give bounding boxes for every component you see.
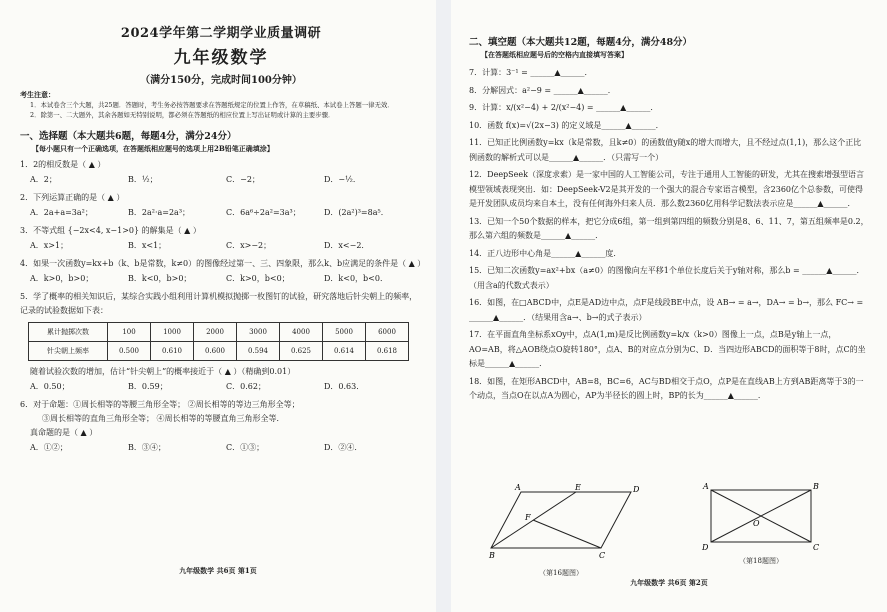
option: D．(2a²)³=8a⁵． [324, 208, 389, 217]
question-4 [20, 257, 426, 286]
option: B．2a²·a=2a³； [128, 208, 191, 217]
table-cell: 0.618 [366, 342, 409, 361]
notice-item: 2．除第一、二大题外，其余各题如无特别说明，都必须在答题纸的相应位置上写出证明或计算的主要步骤． [30, 111, 335, 119]
option: C．k>0，b<0； [226, 274, 290, 283]
table-header-cell: 累计抛掷次数 [29, 323, 108, 342]
figure-caption: （第18题图） [739, 557, 783, 565]
option: B．k<0，b>0； [128, 274, 192, 283]
table-cell: 1000 [151, 323, 194, 342]
options-row [30, 205, 422, 220]
options-row [30, 238, 422, 253]
table-cell: 100 [108, 323, 151, 342]
table-cell: 3000 [237, 323, 280, 342]
question-ask: 真命题的是（ ▲ ） [30, 428, 98, 437]
question-18: 18．如图，在矩形ABCD中，AB=8，BC=6，AC与BD相交于点O，点P是在直线AB上方到AB距离等于3的一个动点，当点O在以点A为圆心，AP为半径长的圆上时，BP的长为______▲______． [469, 376, 864, 400]
option: C．0.62； [226, 382, 266, 391]
option: C．6a⁶÷2a²=3a³； [226, 208, 301, 217]
question-6 [20, 398, 422, 455]
svg-text:O: O [753, 519, 760, 528]
figure-16 [489, 483, 671, 577]
options-row [30, 379, 422, 394]
question-ask: 随着试验次数的增加，估计“针尖朝上”的概率接近于（ ▲ ）（精确到0.01） [30, 367, 296, 376]
option: D．−½． [324, 175, 361, 184]
question-8: 8．分解因式：a²−9 = ______▲______． [469, 85, 616, 95]
question-stem: 3．不等式组 {−2x<4, x−1>0} 的解集是（ ▲ ） [20, 226, 201, 235]
option: A．2； [30, 175, 57, 184]
svg-text:D: D [702, 543, 709, 552]
question-17: 17．在平面直角坐标系xOy中，点A(1,m)是反比例函数y=k/x（k>0）图像上一点，点B是y轴上一点，AO=AB，将△AOB绕点O旋转180°，点A、B的对应点分别为C、D．当四边形ABCD的面积等于8时，点C的坐标是______▲______． [469, 330, 866, 368]
option: D．②④． [324, 443, 363, 452]
notice-heading: 考生注意： [20, 90, 55, 99]
question-1 [20, 158, 422, 187]
table-cell: 0.614 [323, 342, 366, 361]
notice-block [20, 90, 422, 120]
exam-page-1 [0, 0, 436, 612]
section-note: 【在答题纸相应题号后的空格内直接填写答案】 [481, 50, 628, 59]
option: D．k<0，b<0． [324, 274, 388, 283]
option: C．①③； [226, 443, 265, 452]
svg-text:D: D [633, 485, 640, 494]
svg-text:E: E [575, 483, 581, 492]
question-2 [20, 191, 422, 220]
section-note: 【每小题只有一个正确选项，在答题纸相应题号的选项上用2B铅笔正确填涂】 [32, 144, 274, 153]
rectangle-diagram [701, 482, 841, 552]
options-row [30, 271, 422, 286]
table-header-cell: 针尖朝上频率 [29, 342, 108, 361]
option: A．k>0，b>0； [30, 274, 94, 283]
option: A．x>1； [30, 241, 69, 250]
option: A．①②； [30, 443, 68, 452]
question-5 [20, 290, 422, 394]
question-12: 12．DeepSeek（深度求索）是一家中国的人工智能公司，专注于通用人工智能的研发，尤其在搜索增强型语言模型领域表现突出．如：DeepSeek-V2是其开发的一个强大的混合专家语言模型，含2360亿个总参数，可使得是开发团队成员均来自本土，没有任何海外归来人员．那么数2360亿用科学记数法表示应是______▲______． [469, 170, 864, 208]
figure-caption: （第16题图） [539, 569, 583, 577]
svg-text:C: C [813, 543, 820, 552]
table-cell: 5000 [323, 323, 366, 342]
table-cell: 4000 [280, 323, 323, 342]
table-cell: 0.625 [280, 342, 323, 361]
table-cell: 2000 [194, 323, 237, 342]
table-cell: 0.500 [108, 342, 151, 361]
question-stem: 5．学了概率的相关知识后，某综合实践小组利用计算机模拟抛掷一枚图钉的试验，研究落地后针尖朝上的频率，记录的试验数据如下表： [20, 292, 418, 315]
option: D．x<−2． [324, 241, 370, 250]
svg-text:C: C [599, 551, 606, 560]
options-row [30, 172, 422, 187]
table-cell: 6000 [366, 323, 409, 342]
page-subtitle: 九年级数学 [173, 48, 269, 68]
question-7: 7．计算：3⁻¹ = ______▲______． [469, 68, 593, 77]
question-11: 11．已知正比例函数y=kx（k是常数，且k≠0）的函数值y随x的增大而增大，且不经过点(1,1)，那么这个正比例函数的解析式可以是______▲______．（只需写一个） [469, 138, 862, 162]
svg-text:B: B [813, 482, 819, 491]
question-stem: 4．如果一次函数y=kx+b（k、b是常数，k≠0）的图像经过第一、三、四象限，那么k、b应满足的条件是（ ▲ ） [20, 259, 426, 268]
notice-item: 1．本试卷含三个大题，共25题．答题时，考生务必按答题要求在答题纸规定的位置上作答，在草稿纸、本试卷上答题一律无效． [30, 101, 394, 109]
option: A．2a+a=3a²； [30, 208, 93, 217]
figure-18 [701, 482, 841, 572]
frequency-table [28, 322, 409, 361]
option: B．x<1； [128, 241, 167, 250]
option: B．½； [128, 175, 158, 184]
table-cell: 0.600 [194, 342, 237, 361]
question-stem: 2．下列运算正确的是（ ▲ ） [20, 193, 125, 202]
table-row [29, 323, 409, 342]
question-16: 16．如图，在□ABCD中，点E是AD边中点，点F是线段BE中点，设 AB→ = a→，DA→ = b→，那么 FC→ = ______▲______．（结果用含a→、b→的式子表示） [469, 298, 864, 322]
question-stem: 1．2的相反数是（ ▲ ） [20, 160, 106, 169]
question-3 [20, 224, 422, 253]
option: B．0.59； [128, 382, 168, 391]
parallelogram-diagram [491, 484, 671, 564]
option: A．0.50； [30, 382, 70, 391]
question-10: 10．函数 f(x)=√(2x−3) 的定义域是______▲______． [469, 120, 664, 130]
table-cell: 0.610 [151, 342, 194, 361]
question-14: 14．正八边形中心角是______▲______度． [469, 248, 622, 258]
section-heading: 一、选择题（本大题共6题，每题4分，满分24分） [20, 131, 237, 142]
exam-page-2 [451, 0, 887, 612]
svg-text:F: F [525, 513, 531, 522]
option: B．③④； [128, 443, 166, 452]
page-footer: 九年级数学 共6页 第2页 [630, 578, 708, 587]
question-stem-line: ③周长相等的直角三角形全等； ④周长相等的等腰直角三角形全等． [42, 414, 285, 423]
section-heading: 二、填空题（本大题共12题，每题4分，满分48分） [469, 37, 693, 48]
svg-text:A: A [703, 482, 709, 491]
option: C．−2； [226, 175, 260, 184]
option: C．x>−2； [226, 241, 272, 250]
question-stem: 6．对于命题：①周长相等的等腰三角形全等； ②周长相等的等边三角形全等； [20, 400, 300, 409]
svg-text:A: A [515, 483, 521, 492]
question-15: 15．已知二次函数y=ax²+bx（a≠0）的图像向左平移1个单位长度后关于y轴对称，那么b = ______▲______．（用含a的代数式表示） [469, 266, 865, 290]
option: D．0.63． [324, 382, 365, 391]
question-9: 9．计算：x/(x²−4) + 2/(x²−4) = ______▲______． [469, 103, 659, 112]
exam-meta: （满分150分，完成时间100分钟） [140, 75, 302, 86]
svg-text:B: B [489, 551, 495, 560]
page-footer: 九年级数学 共6页 第1页 [179, 566, 257, 575]
options-row [30, 440, 422, 455]
page-title: 2024学年第二学期学业质量调研 [120, 26, 322, 41]
table-row [29, 342, 409, 361]
table-cell: 0.594 [237, 342, 280, 361]
question-13: 13．已知一个50个数据的样本，把它分成6组，第一组到第四组的频数分别是8、6、11、7，第五组频率是0.2，那么第六组的频数是______▲______． [469, 216, 869, 240]
